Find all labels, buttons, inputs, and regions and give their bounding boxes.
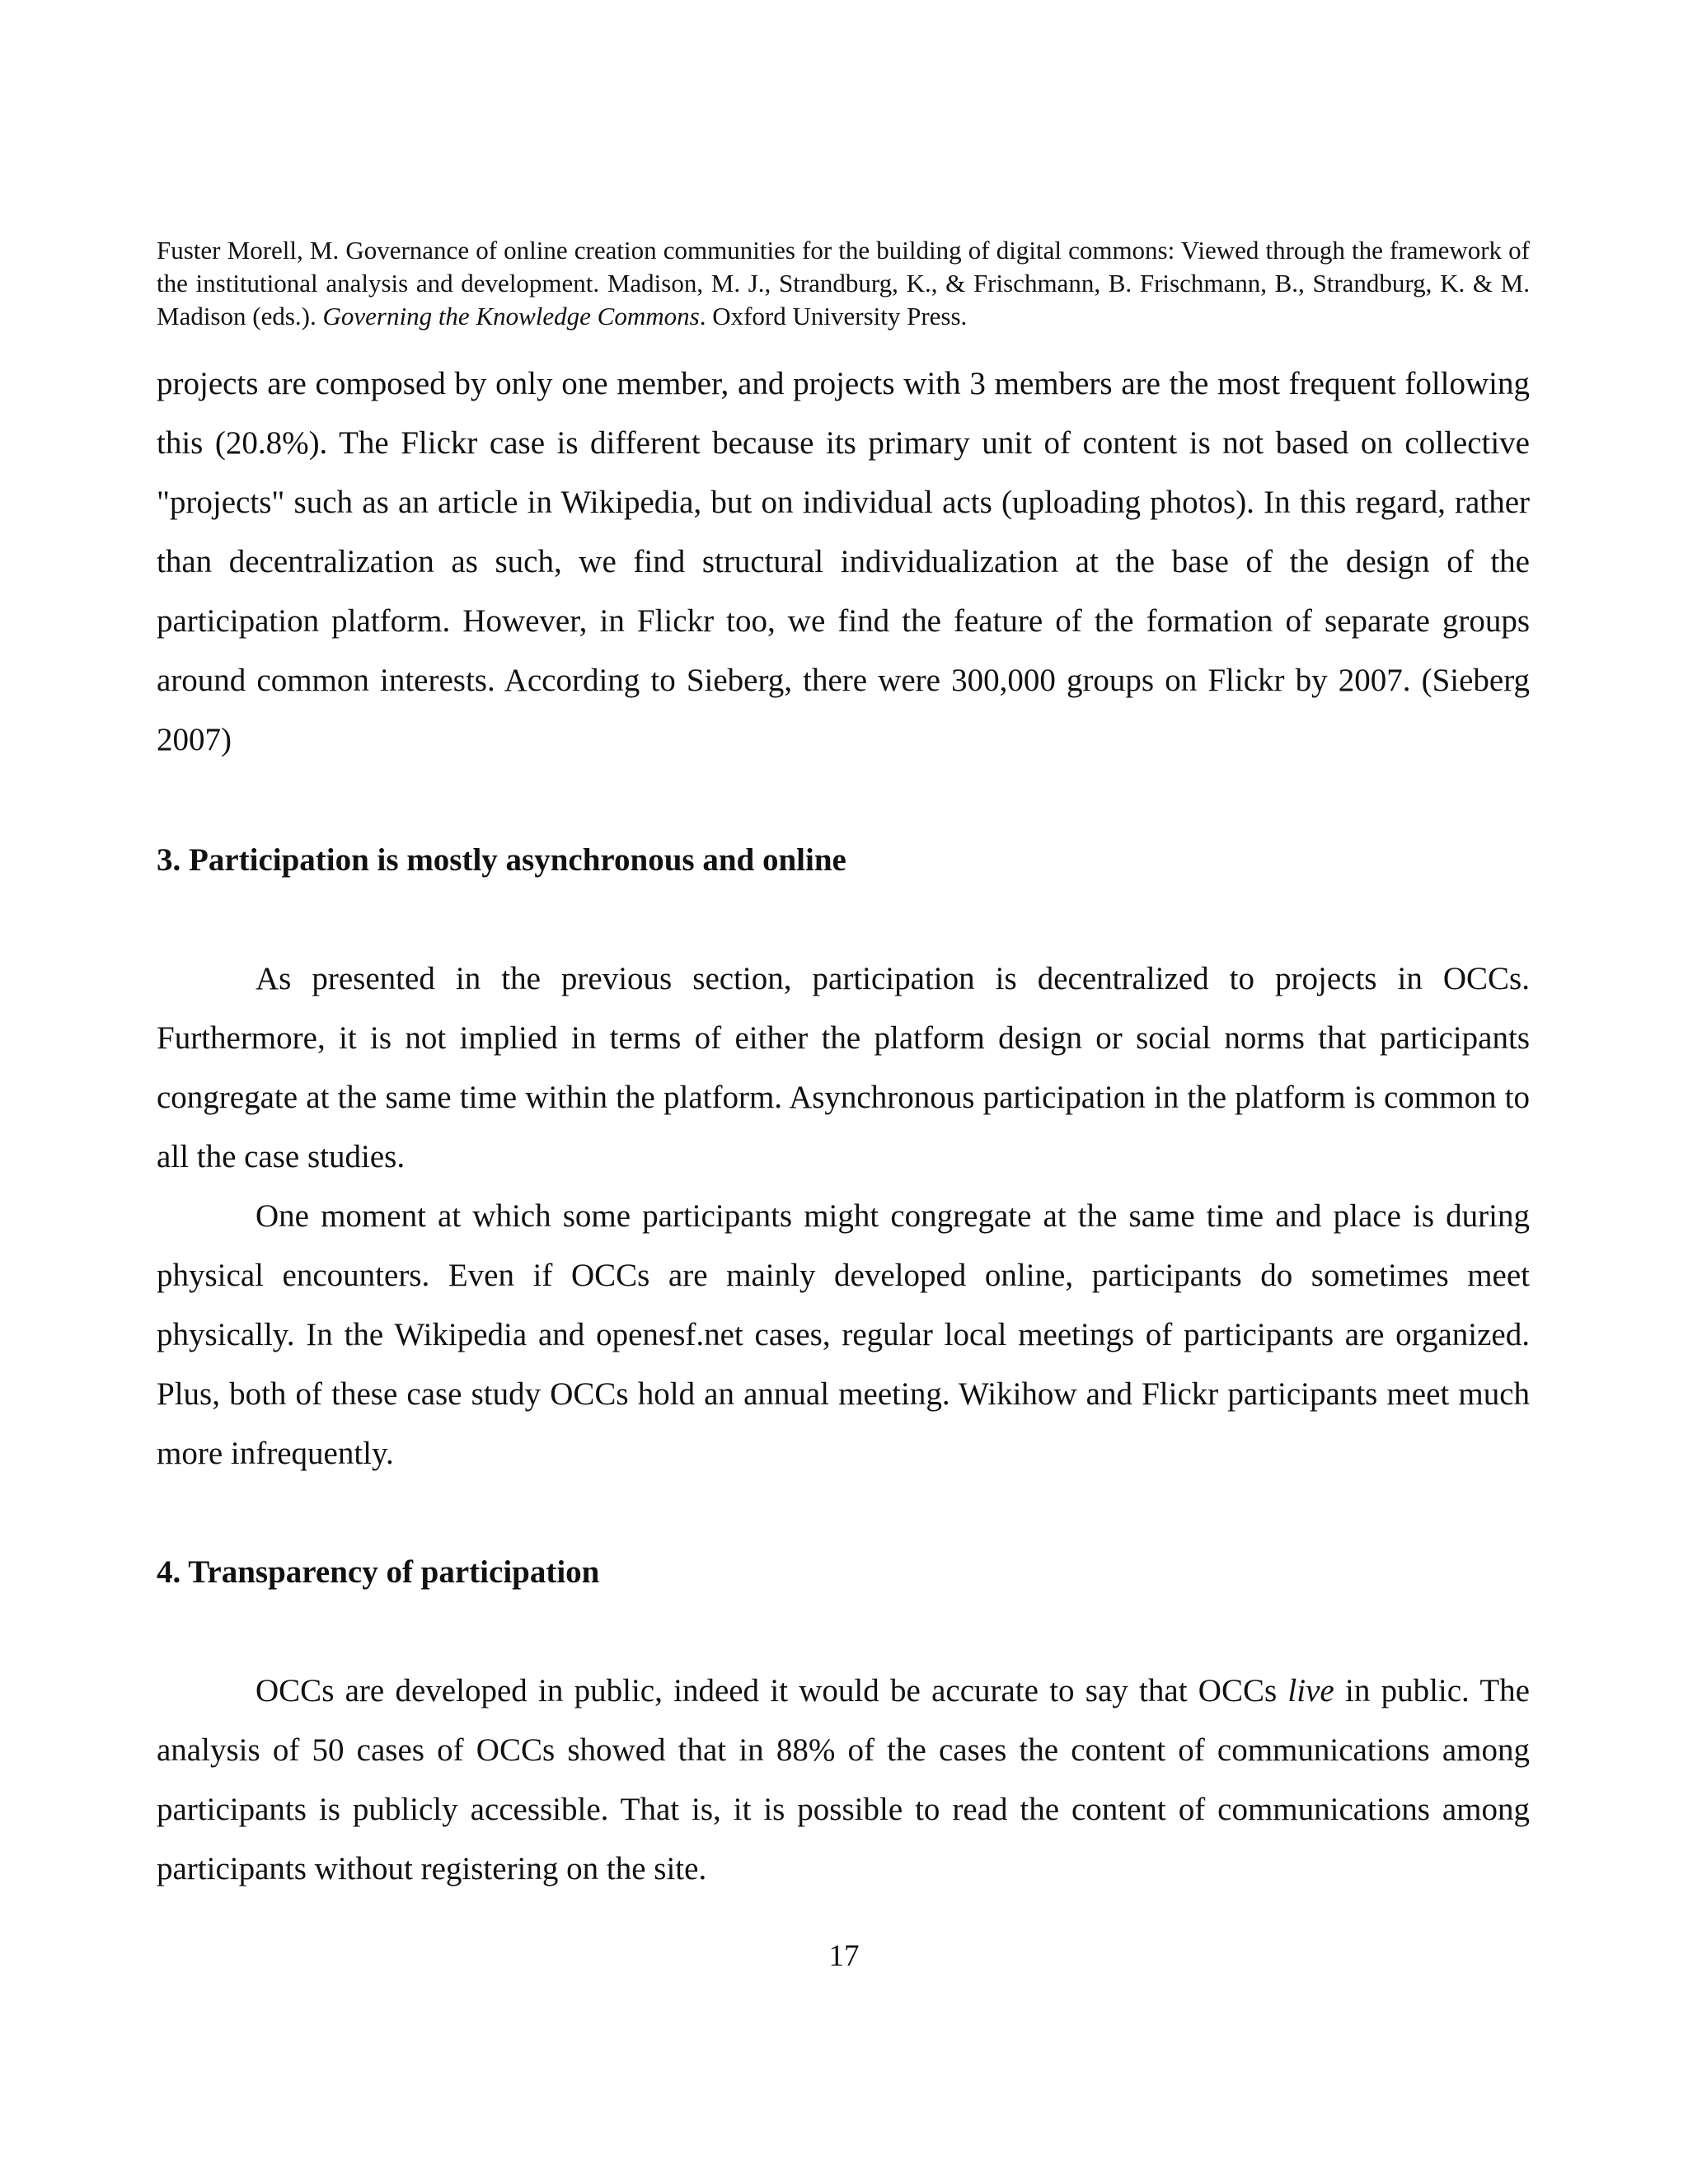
- paragraph-projects-flickr: projects are composed by only one member, and projects with 3 members are the most frequent following this (20.8%). The Flickr case is different because its primary unit of content is not based on collective "projects" such as an article in Wikipedia, but on individual acts (uploading photos). In this regard, rather than decentralization as such, we find structural individualization at the base of the design of the participation platform. However, in Flickr too, we find the feature of the formation of separate groups around common interests. According to Sieberg, there were 300,000 groups on Flickr by 2007. (Sieberg 2007): [157, 366, 1530, 757]
- citation-reference: [157, 234, 1530, 333]
- paragraph-physical-encounters: One moment at which some participants might congregate at the same time and place is during physical encounters. Even if OCCs are mainly developed online, participants do sometimes meet physically. In the Wikipedia and openesf.net cases, regular local meetings of participants are organized. Plus, both of these case study OCCs hold an annual meeting. Wikihow and Flickr participants meet much more infrequently.: [157, 1198, 1530, 1471]
- emphasis-live: live: [1287, 1673, 1334, 1708]
- citation-book-title: Governing the Knowledge Commons: [322, 302, 700, 330]
- paragraph-asynchronous: As presented in the previous section, participation is decentralized to projects in OCCs. Furthermore, it is not implied in terms of either the platform design or social norms that participants congregate at the same time within the platform. Asynchronous participation in the platform is common to all the case studies.: [157, 961, 1530, 1174]
- citation-publisher: . Oxford University Press.: [699, 302, 968, 330]
- transparency-text-end: in public. The analysis of 50 cases of OCCs showed that in 88% of the cases the content of communications among participants is publicly accessible. That is, it is possible to read the content of communications among participants without registering on the site.: [157, 1673, 1530, 1886]
- section-heading-transparency: 4. Transparency of participation: [157, 1554, 600, 1590]
- paragraph-transparency: [157, 1661, 1530, 1899]
- transparency-text-start: OCCs are developed in public, indeed it would be accurate to say that OCCs: [256, 1673, 1288, 1708]
- citation-text: Fuster Morell, M. Governance of online creation communities for the building of digital commons: Viewed through the framework of the institutional analysis and development. Madison, M. J., Strandburg, K., & Frischmann, B. Frischmann, B., Strandburg, K. & M. Madison (eds.).: [157, 236, 1530, 330]
- page-number: 17: [828, 1939, 860, 1973]
- section-heading-participation: 3. Participation is mostly asynchronous and online: [157, 842, 846, 878]
